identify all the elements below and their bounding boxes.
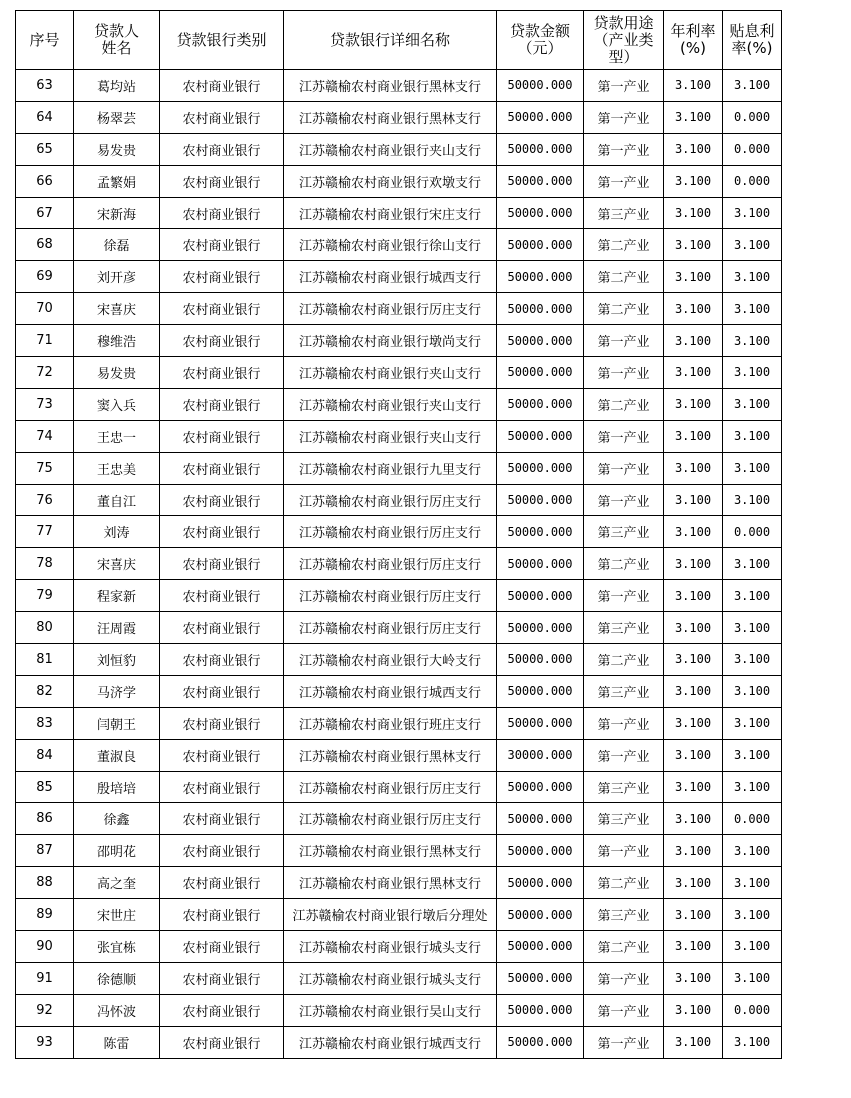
cell-borrower: 张宜栋 bbox=[74, 931, 160, 963]
cell-annual-rate: 3.100 bbox=[664, 994, 723, 1026]
cell-borrower: 董淑良 bbox=[74, 739, 160, 771]
cell-bank-type: 农村商业银行 bbox=[160, 420, 284, 452]
cell-seq: 65 bbox=[16, 133, 74, 165]
table-row bbox=[16, 835, 782, 867]
cell-annual-rate: 3.100 bbox=[664, 1026, 723, 1058]
table-row bbox=[16, 101, 782, 133]
cell-purpose: 第二产业 bbox=[584, 229, 664, 261]
cell-subsidy-rate: 3.100 bbox=[723, 867, 782, 899]
cell-bank-name: 江苏赣榆农村商业银行厉庄支行 bbox=[284, 612, 497, 644]
table-row bbox=[16, 165, 782, 197]
cell-purpose: 第一产业 bbox=[584, 580, 664, 612]
cell-subsidy-rate: 3.100 bbox=[723, 707, 782, 739]
cell-seq: 67 bbox=[16, 197, 74, 229]
cell-bank-type: 农村商业银行 bbox=[160, 293, 284, 325]
cell-subsidy-rate: 3.100 bbox=[723, 771, 782, 803]
cell-seq: 83 bbox=[16, 707, 74, 739]
cell-purpose: 第一产业 bbox=[584, 707, 664, 739]
table-row bbox=[16, 229, 782, 261]
table-row bbox=[16, 994, 782, 1026]
table-row bbox=[16, 1026, 782, 1058]
cell-seq: 75 bbox=[16, 452, 74, 484]
header-bank-type: 贷款银行类别 bbox=[160, 11, 284, 70]
cell-annual-rate: 3.100 bbox=[664, 133, 723, 165]
cell-borrower: 刘涛 bbox=[74, 516, 160, 548]
cell-purpose: 第一产业 bbox=[584, 70, 664, 102]
cell-annual-rate: 3.100 bbox=[664, 293, 723, 325]
table-row bbox=[16, 261, 782, 293]
cell-amount: 50000.000 bbox=[497, 70, 584, 102]
cell-seq: 68 bbox=[16, 229, 74, 261]
table-row bbox=[16, 803, 782, 835]
table-row bbox=[16, 548, 782, 580]
cell-bank-type: 农村商业银行 bbox=[160, 548, 284, 580]
cell-annual-rate: 3.100 bbox=[664, 452, 723, 484]
cell-bank-name: 江苏赣榆农村商业银行城西支行 bbox=[284, 1026, 497, 1058]
cell-amount: 50000.000 bbox=[497, 293, 584, 325]
cell-purpose: 第一产业 bbox=[584, 739, 664, 771]
cell-bank-name: 江苏赣榆农村商业银行墩尚支行 bbox=[284, 325, 497, 357]
table-row bbox=[16, 580, 782, 612]
cell-amount: 50000.000 bbox=[497, 612, 584, 644]
cell-annual-rate: 3.100 bbox=[664, 516, 723, 548]
cell-bank-name: 江苏赣榆农村商业银行夹山支行 bbox=[284, 420, 497, 452]
cell-annual-rate: 3.100 bbox=[664, 420, 723, 452]
table-row bbox=[16, 771, 782, 803]
table-row bbox=[16, 707, 782, 739]
cell-purpose: 第一产业 bbox=[584, 133, 664, 165]
cell-annual-rate: 3.100 bbox=[664, 899, 723, 931]
cell-bank-type: 农村商业银行 bbox=[160, 388, 284, 420]
cell-subsidy-rate: 3.100 bbox=[723, 548, 782, 580]
cell-annual-rate: 3.100 bbox=[664, 229, 723, 261]
cell-subsidy-rate: 3.100 bbox=[723, 452, 782, 484]
header-bank-name: 贷款银行详细名称 bbox=[284, 11, 497, 70]
cell-seq: 71 bbox=[16, 325, 74, 357]
cell-bank-type: 农村商业银行 bbox=[160, 707, 284, 739]
cell-borrower: 冯怀波 bbox=[74, 994, 160, 1026]
cell-subsidy-rate: 3.100 bbox=[723, 962, 782, 994]
cell-bank-name: 江苏赣榆农村商业银行厉庄支行 bbox=[284, 484, 497, 516]
cell-borrower: 刘开彦 bbox=[74, 261, 160, 293]
cell-seq: 64 bbox=[16, 101, 74, 133]
cell-seq: 86 bbox=[16, 803, 74, 835]
cell-bank-type: 农村商业银行 bbox=[160, 612, 284, 644]
cell-bank-type: 农村商业银行 bbox=[160, 835, 284, 867]
cell-amount: 30000.000 bbox=[497, 739, 584, 771]
cell-subsidy-rate: 3.100 bbox=[723, 899, 782, 931]
cell-borrower: 马济学 bbox=[74, 675, 160, 707]
cell-bank-name: 江苏赣榆农村商业银行厉庄支行 bbox=[284, 771, 497, 803]
cell-subsidy-rate: 3.100 bbox=[723, 357, 782, 389]
cell-borrower: 王忠一 bbox=[74, 420, 160, 452]
cell-subsidy-rate: 3.100 bbox=[723, 612, 782, 644]
cell-subsidy-rate: 3.100 bbox=[723, 293, 782, 325]
cell-borrower: 徐鑫 bbox=[74, 803, 160, 835]
cell-seq: 87 bbox=[16, 835, 74, 867]
cell-annual-rate: 3.100 bbox=[664, 867, 723, 899]
cell-subsidy-rate: 3.100 bbox=[723, 197, 782, 229]
cell-borrower: 易发贵 bbox=[74, 357, 160, 389]
cell-bank-type: 农村商业银行 bbox=[160, 70, 284, 102]
table-row bbox=[16, 420, 782, 452]
cell-seq: 81 bbox=[16, 644, 74, 676]
cell-subsidy-rate: 3.100 bbox=[723, 739, 782, 771]
cell-borrower: 徐磊 bbox=[74, 229, 160, 261]
cell-seq: 92 bbox=[16, 994, 74, 1026]
cell-annual-rate: 3.100 bbox=[664, 101, 723, 133]
cell-annual-rate: 3.100 bbox=[664, 357, 723, 389]
cell-amount: 50000.000 bbox=[497, 580, 584, 612]
table-row bbox=[16, 133, 782, 165]
cell-borrower: 葛均站 bbox=[74, 70, 160, 102]
cell-annual-rate: 3.100 bbox=[664, 675, 723, 707]
cell-purpose: 第一产业 bbox=[584, 962, 664, 994]
cell-amount: 50000.000 bbox=[497, 867, 584, 899]
cell-annual-rate: 3.100 bbox=[664, 580, 723, 612]
table-row bbox=[16, 325, 782, 357]
cell-subsidy-rate: 3.100 bbox=[723, 261, 782, 293]
cell-seq: 85 bbox=[16, 771, 74, 803]
cell-bank-type: 农村商业银行 bbox=[160, 867, 284, 899]
cell-subsidy-rate: 3.100 bbox=[723, 388, 782, 420]
header-borrower: 贷款人姓名 bbox=[74, 11, 160, 70]
cell-amount: 50000.000 bbox=[497, 835, 584, 867]
cell-bank-type: 农村商业银行 bbox=[160, 165, 284, 197]
cell-subsidy-rate: 3.100 bbox=[723, 484, 782, 516]
cell-amount: 50000.000 bbox=[497, 516, 584, 548]
table-row bbox=[16, 452, 782, 484]
cell-seq: 88 bbox=[16, 867, 74, 899]
cell-annual-rate: 3.100 bbox=[664, 771, 723, 803]
cell-borrower: 宋喜庆 bbox=[74, 548, 160, 580]
table-row bbox=[16, 484, 782, 516]
cell-seq: 82 bbox=[16, 675, 74, 707]
cell-amount: 50000.000 bbox=[497, 548, 584, 580]
cell-purpose: 第三产业 bbox=[584, 612, 664, 644]
cell-bank-type: 农村商业银行 bbox=[160, 771, 284, 803]
cell-borrower: 程家新 bbox=[74, 580, 160, 612]
cell-amount: 50000.000 bbox=[497, 325, 584, 357]
cell-bank-type: 农村商业银行 bbox=[160, 197, 284, 229]
cell-bank-type: 农村商业银行 bbox=[160, 325, 284, 357]
cell-annual-rate: 3.100 bbox=[664, 165, 723, 197]
cell-purpose: 第三产业 bbox=[584, 771, 664, 803]
cell-subsidy-rate: 0.000 bbox=[723, 133, 782, 165]
cell-borrower: 刘恒豹 bbox=[74, 644, 160, 676]
header-row bbox=[16, 11, 782, 70]
cell-purpose: 第二产业 bbox=[584, 548, 664, 580]
header-amount: 贷款金额（元） bbox=[497, 11, 584, 70]
cell-seq: 74 bbox=[16, 420, 74, 452]
cell-bank-name: 江苏赣榆农村商业银行厉庄支行 bbox=[284, 803, 497, 835]
table-row bbox=[16, 70, 782, 102]
cell-purpose: 第二产业 bbox=[584, 867, 664, 899]
cell-subsidy-rate: 3.100 bbox=[723, 835, 782, 867]
cell-annual-rate: 3.100 bbox=[664, 931, 723, 963]
cell-bank-type: 农村商业银行 bbox=[160, 261, 284, 293]
cell-seq: 84 bbox=[16, 739, 74, 771]
cell-borrower: 孟繁娟 bbox=[74, 165, 160, 197]
header-seq: 序号 bbox=[16, 11, 74, 70]
cell-amount: 50000.000 bbox=[497, 165, 584, 197]
cell-subsidy-rate: 3.100 bbox=[723, 420, 782, 452]
cell-borrower: 邵明花 bbox=[74, 835, 160, 867]
cell-subsidy-rate: 3.100 bbox=[723, 325, 782, 357]
cell-amount: 50000.000 bbox=[497, 261, 584, 293]
cell-annual-rate: 3.100 bbox=[664, 325, 723, 357]
cell-purpose: 第三产业 bbox=[584, 899, 664, 931]
cell-purpose: 第一产业 bbox=[584, 101, 664, 133]
cell-annual-rate: 3.100 bbox=[664, 739, 723, 771]
cell-seq: 77 bbox=[16, 516, 74, 548]
cell-subsidy-rate: 0.000 bbox=[723, 165, 782, 197]
cell-borrower: 穆维浩 bbox=[74, 325, 160, 357]
cell-borrower: 窦入兵 bbox=[74, 388, 160, 420]
cell-bank-type: 农村商业银行 bbox=[160, 452, 284, 484]
cell-amount: 50000.000 bbox=[497, 675, 584, 707]
cell-bank-name: 江苏赣榆农村商业银行大岭支行 bbox=[284, 644, 497, 676]
cell-seq: 89 bbox=[16, 899, 74, 931]
cell-seq: 93 bbox=[16, 1026, 74, 1058]
cell-bank-name: 江苏赣榆农村商业银行黑林支行 bbox=[284, 867, 497, 899]
cell-borrower: 宋新海 bbox=[74, 197, 160, 229]
cell-amount: 50000.000 bbox=[497, 707, 584, 739]
table-row bbox=[16, 899, 782, 931]
cell-amount: 50000.000 bbox=[497, 803, 584, 835]
cell-bank-name: 江苏赣榆农村商业银行城头支行 bbox=[284, 931, 497, 963]
cell-purpose: 第一产业 bbox=[584, 1026, 664, 1058]
cell-amount: 50000.000 bbox=[497, 484, 584, 516]
cell-bank-type: 农村商业银行 bbox=[160, 484, 284, 516]
cell-purpose: 第二产业 bbox=[584, 261, 664, 293]
cell-borrower: 王忠美 bbox=[74, 452, 160, 484]
header-purpose: 贷款用途（产业类型） bbox=[584, 11, 664, 70]
table-row bbox=[16, 867, 782, 899]
cell-bank-name: 江苏赣榆农村商业银行厉庄支行 bbox=[284, 580, 497, 612]
cell-annual-rate: 3.100 bbox=[664, 70, 723, 102]
cell-bank-type: 农村商业银行 bbox=[160, 739, 284, 771]
cell-annual-rate: 3.100 bbox=[664, 261, 723, 293]
cell-borrower: 徐德顺 bbox=[74, 962, 160, 994]
cell-annual-rate: 3.100 bbox=[664, 803, 723, 835]
cell-purpose: 第一产业 bbox=[584, 357, 664, 389]
cell-annual-rate: 3.100 bbox=[664, 835, 723, 867]
cell-seq: 80 bbox=[16, 612, 74, 644]
cell-subsidy-rate: 3.100 bbox=[723, 644, 782, 676]
cell-bank-name: 江苏赣榆农村商业银行黑林支行 bbox=[284, 101, 497, 133]
cell-purpose: 第三产业 bbox=[584, 803, 664, 835]
cell-seq: 63 bbox=[16, 70, 74, 102]
cell-subsidy-rate: 3.100 bbox=[723, 580, 782, 612]
cell-bank-type: 农村商业银行 bbox=[160, 357, 284, 389]
cell-seq: 78 bbox=[16, 548, 74, 580]
cell-borrower: 闫朝王 bbox=[74, 707, 160, 739]
table-row bbox=[16, 516, 782, 548]
cell-bank-name: 江苏赣榆农村商业银行徐山支行 bbox=[284, 229, 497, 261]
cell-borrower: 杨翠芸 bbox=[74, 101, 160, 133]
cell-bank-type: 农村商业银行 bbox=[160, 931, 284, 963]
cell-borrower: 陈雷 bbox=[74, 1026, 160, 1058]
cell-bank-type: 农村商业银行 bbox=[160, 516, 284, 548]
cell-annual-rate: 3.100 bbox=[664, 548, 723, 580]
cell-purpose: 第二产业 bbox=[584, 931, 664, 963]
table-row bbox=[16, 739, 782, 771]
cell-seq: 91 bbox=[16, 962, 74, 994]
cell-amount: 50000.000 bbox=[497, 1026, 584, 1058]
cell-bank-name: 江苏赣榆农村商业银行厉庄支行 bbox=[284, 516, 497, 548]
cell-purpose: 第一产业 bbox=[584, 452, 664, 484]
cell-bank-type: 农村商业银行 bbox=[160, 133, 284, 165]
cell-bank-name: 江苏赣榆农村商业银行夹山支行 bbox=[284, 388, 497, 420]
cell-amount: 50000.000 bbox=[497, 452, 584, 484]
cell-bank-name: 江苏赣榆农村商业银行九里支行 bbox=[284, 452, 497, 484]
cell-bank-type: 农村商业银行 bbox=[160, 962, 284, 994]
cell-annual-rate: 3.100 bbox=[664, 962, 723, 994]
cell-seq: 76 bbox=[16, 484, 74, 516]
cell-amount: 50000.000 bbox=[497, 197, 584, 229]
cell-seq: 69 bbox=[16, 261, 74, 293]
cell-bank-type: 农村商业银行 bbox=[160, 101, 284, 133]
cell-bank-type: 农村商业银行 bbox=[160, 229, 284, 261]
cell-purpose: 第二产业 bbox=[584, 293, 664, 325]
cell-amount: 50000.000 bbox=[497, 644, 584, 676]
cell-purpose: 第三产业 bbox=[584, 675, 664, 707]
table-row bbox=[16, 388, 782, 420]
cell-amount: 50000.000 bbox=[497, 771, 584, 803]
cell-seq: 90 bbox=[16, 931, 74, 963]
cell-amount: 50000.000 bbox=[497, 962, 584, 994]
cell-amount: 50000.000 bbox=[497, 420, 584, 452]
cell-bank-name: 江苏赣榆农村商业银行欢墩支行 bbox=[284, 165, 497, 197]
table-row bbox=[16, 931, 782, 963]
table-row bbox=[16, 357, 782, 389]
cell-bank-name: 江苏赣榆农村商业银行黑林支行 bbox=[284, 739, 497, 771]
table-body bbox=[16, 70, 782, 1059]
cell-annual-rate: 3.100 bbox=[664, 612, 723, 644]
cell-amount: 50000.000 bbox=[497, 101, 584, 133]
cell-purpose: 第一产业 bbox=[584, 835, 664, 867]
cell-bank-name: 江苏赣榆农村商业银行宋庄支行 bbox=[284, 197, 497, 229]
header-subsidy-rate: 贴息利率(%) bbox=[723, 11, 782, 70]
cell-amount: 50000.000 bbox=[497, 899, 584, 931]
cell-borrower: 殷培培 bbox=[74, 771, 160, 803]
cell-bank-type: 农村商业银行 bbox=[160, 994, 284, 1026]
cell-subsidy-rate: 3.100 bbox=[723, 675, 782, 707]
cell-seq: 73 bbox=[16, 388, 74, 420]
cell-bank-name: 江苏赣榆农村商业银行城西支行 bbox=[284, 261, 497, 293]
cell-purpose: 第一产业 bbox=[584, 484, 664, 516]
cell-borrower: 董自江 bbox=[74, 484, 160, 516]
cell-borrower: 易发贵 bbox=[74, 133, 160, 165]
cell-subsidy-rate: 0.000 bbox=[723, 516, 782, 548]
table-row bbox=[16, 962, 782, 994]
cell-purpose: 第一产业 bbox=[584, 165, 664, 197]
cell-bank-name: 江苏赣榆农村商业银行墩后分理处 bbox=[284, 899, 497, 931]
cell-amount: 50000.000 bbox=[497, 994, 584, 1026]
cell-purpose: 第一产业 bbox=[584, 994, 664, 1026]
cell-bank-name: 江苏赣榆农村商业银行吴山支行 bbox=[284, 994, 497, 1026]
cell-subsidy-rate: 3.100 bbox=[723, 70, 782, 102]
cell-subsidy-rate: 3.100 bbox=[723, 229, 782, 261]
cell-amount: 50000.000 bbox=[497, 133, 584, 165]
cell-purpose: 第一产业 bbox=[584, 420, 664, 452]
cell-bank-name: 江苏赣榆农村商业银行夹山支行 bbox=[284, 133, 497, 165]
header-annual-rate: 年利率(%) bbox=[664, 11, 723, 70]
cell-annual-rate: 3.100 bbox=[664, 644, 723, 676]
table-row bbox=[16, 675, 782, 707]
cell-seq: 70 bbox=[16, 293, 74, 325]
cell-bank-type: 农村商业银行 bbox=[160, 580, 284, 612]
cell-purpose: 第一产业 bbox=[584, 325, 664, 357]
table-row bbox=[16, 644, 782, 676]
cell-amount: 50000.000 bbox=[497, 931, 584, 963]
cell-amount: 50000.000 bbox=[497, 357, 584, 389]
cell-annual-rate: 3.100 bbox=[664, 707, 723, 739]
cell-bank-name: 江苏赣榆农村商业银行夹山支行 bbox=[284, 357, 497, 389]
cell-bank-name: 江苏赣榆农村商业银行厉庄支行 bbox=[284, 293, 497, 325]
cell-bank-name: 江苏赣榆农村商业银行厉庄支行 bbox=[284, 548, 497, 580]
loan-table bbox=[15, 10, 782, 1059]
cell-seq: 66 bbox=[16, 165, 74, 197]
cell-purpose: 第二产业 bbox=[584, 644, 664, 676]
cell-bank-name: 江苏赣榆农村商业银行班庄支行 bbox=[284, 707, 497, 739]
cell-subsidy-rate: 0.000 bbox=[723, 994, 782, 1026]
cell-bank-type: 农村商业银行 bbox=[160, 644, 284, 676]
cell-annual-rate: 3.100 bbox=[664, 388, 723, 420]
cell-seq: 72 bbox=[16, 357, 74, 389]
cell-annual-rate: 3.100 bbox=[664, 484, 723, 516]
cell-subsidy-rate: 0.000 bbox=[723, 803, 782, 835]
cell-subsidy-rate: 0.000 bbox=[723, 101, 782, 133]
cell-bank-name: 江苏赣榆农村商业银行黑林支行 bbox=[284, 70, 497, 102]
cell-bank-name: 江苏赣榆农村商业银行城头支行 bbox=[284, 962, 497, 994]
cell-bank-name: 江苏赣榆农村商业银行城西支行 bbox=[284, 675, 497, 707]
cell-amount: 50000.000 bbox=[497, 229, 584, 261]
cell-amount: 50000.000 bbox=[497, 388, 584, 420]
cell-borrower: 宋喜庆 bbox=[74, 293, 160, 325]
cell-bank-type: 农村商业银行 bbox=[160, 1026, 284, 1058]
table-row bbox=[16, 197, 782, 229]
cell-subsidy-rate: 3.100 bbox=[723, 1026, 782, 1058]
cell-bank-type: 农村商业银行 bbox=[160, 899, 284, 931]
cell-borrower: 高之奎 bbox=[74, 867, 160, 899]
cell-purpose: 第三产业 bbox=[584, 516, 664, 548]
cell-borrower: 宋世庄 bbox=[74, 899, 160, 931]
cell-borrower: 汪周霞 bbox=[74, 612, 160, 644]
table-row bbox=[16, 293, 782, 325]
cell-annual-rate: 3.100 bbox=[664, 197, 723, 229]
cell-seq: 79 bbox=[16, 580, 74, 612]
table-row bbox=[16, 612, 782, 644]
cell-purpose: 第三产业 bbox=[584, 197, 664, 229]
cell-bank-name: 江苏赣榆农村商业银行黑林支行 bbox=[284, 835, 497, 867]
cell-bank-type: 农村商业银行 bbox=[160, 803, 284, 835]
cell-purpose: 第二产业 bbox=[584, 388, 664, 420]
cell-bank-type: 农村商业银行 bbox=[160, 675, 284, 707]
cell-subsidy-rate: 3.100 bbox=[723, 931, 782, 963]
